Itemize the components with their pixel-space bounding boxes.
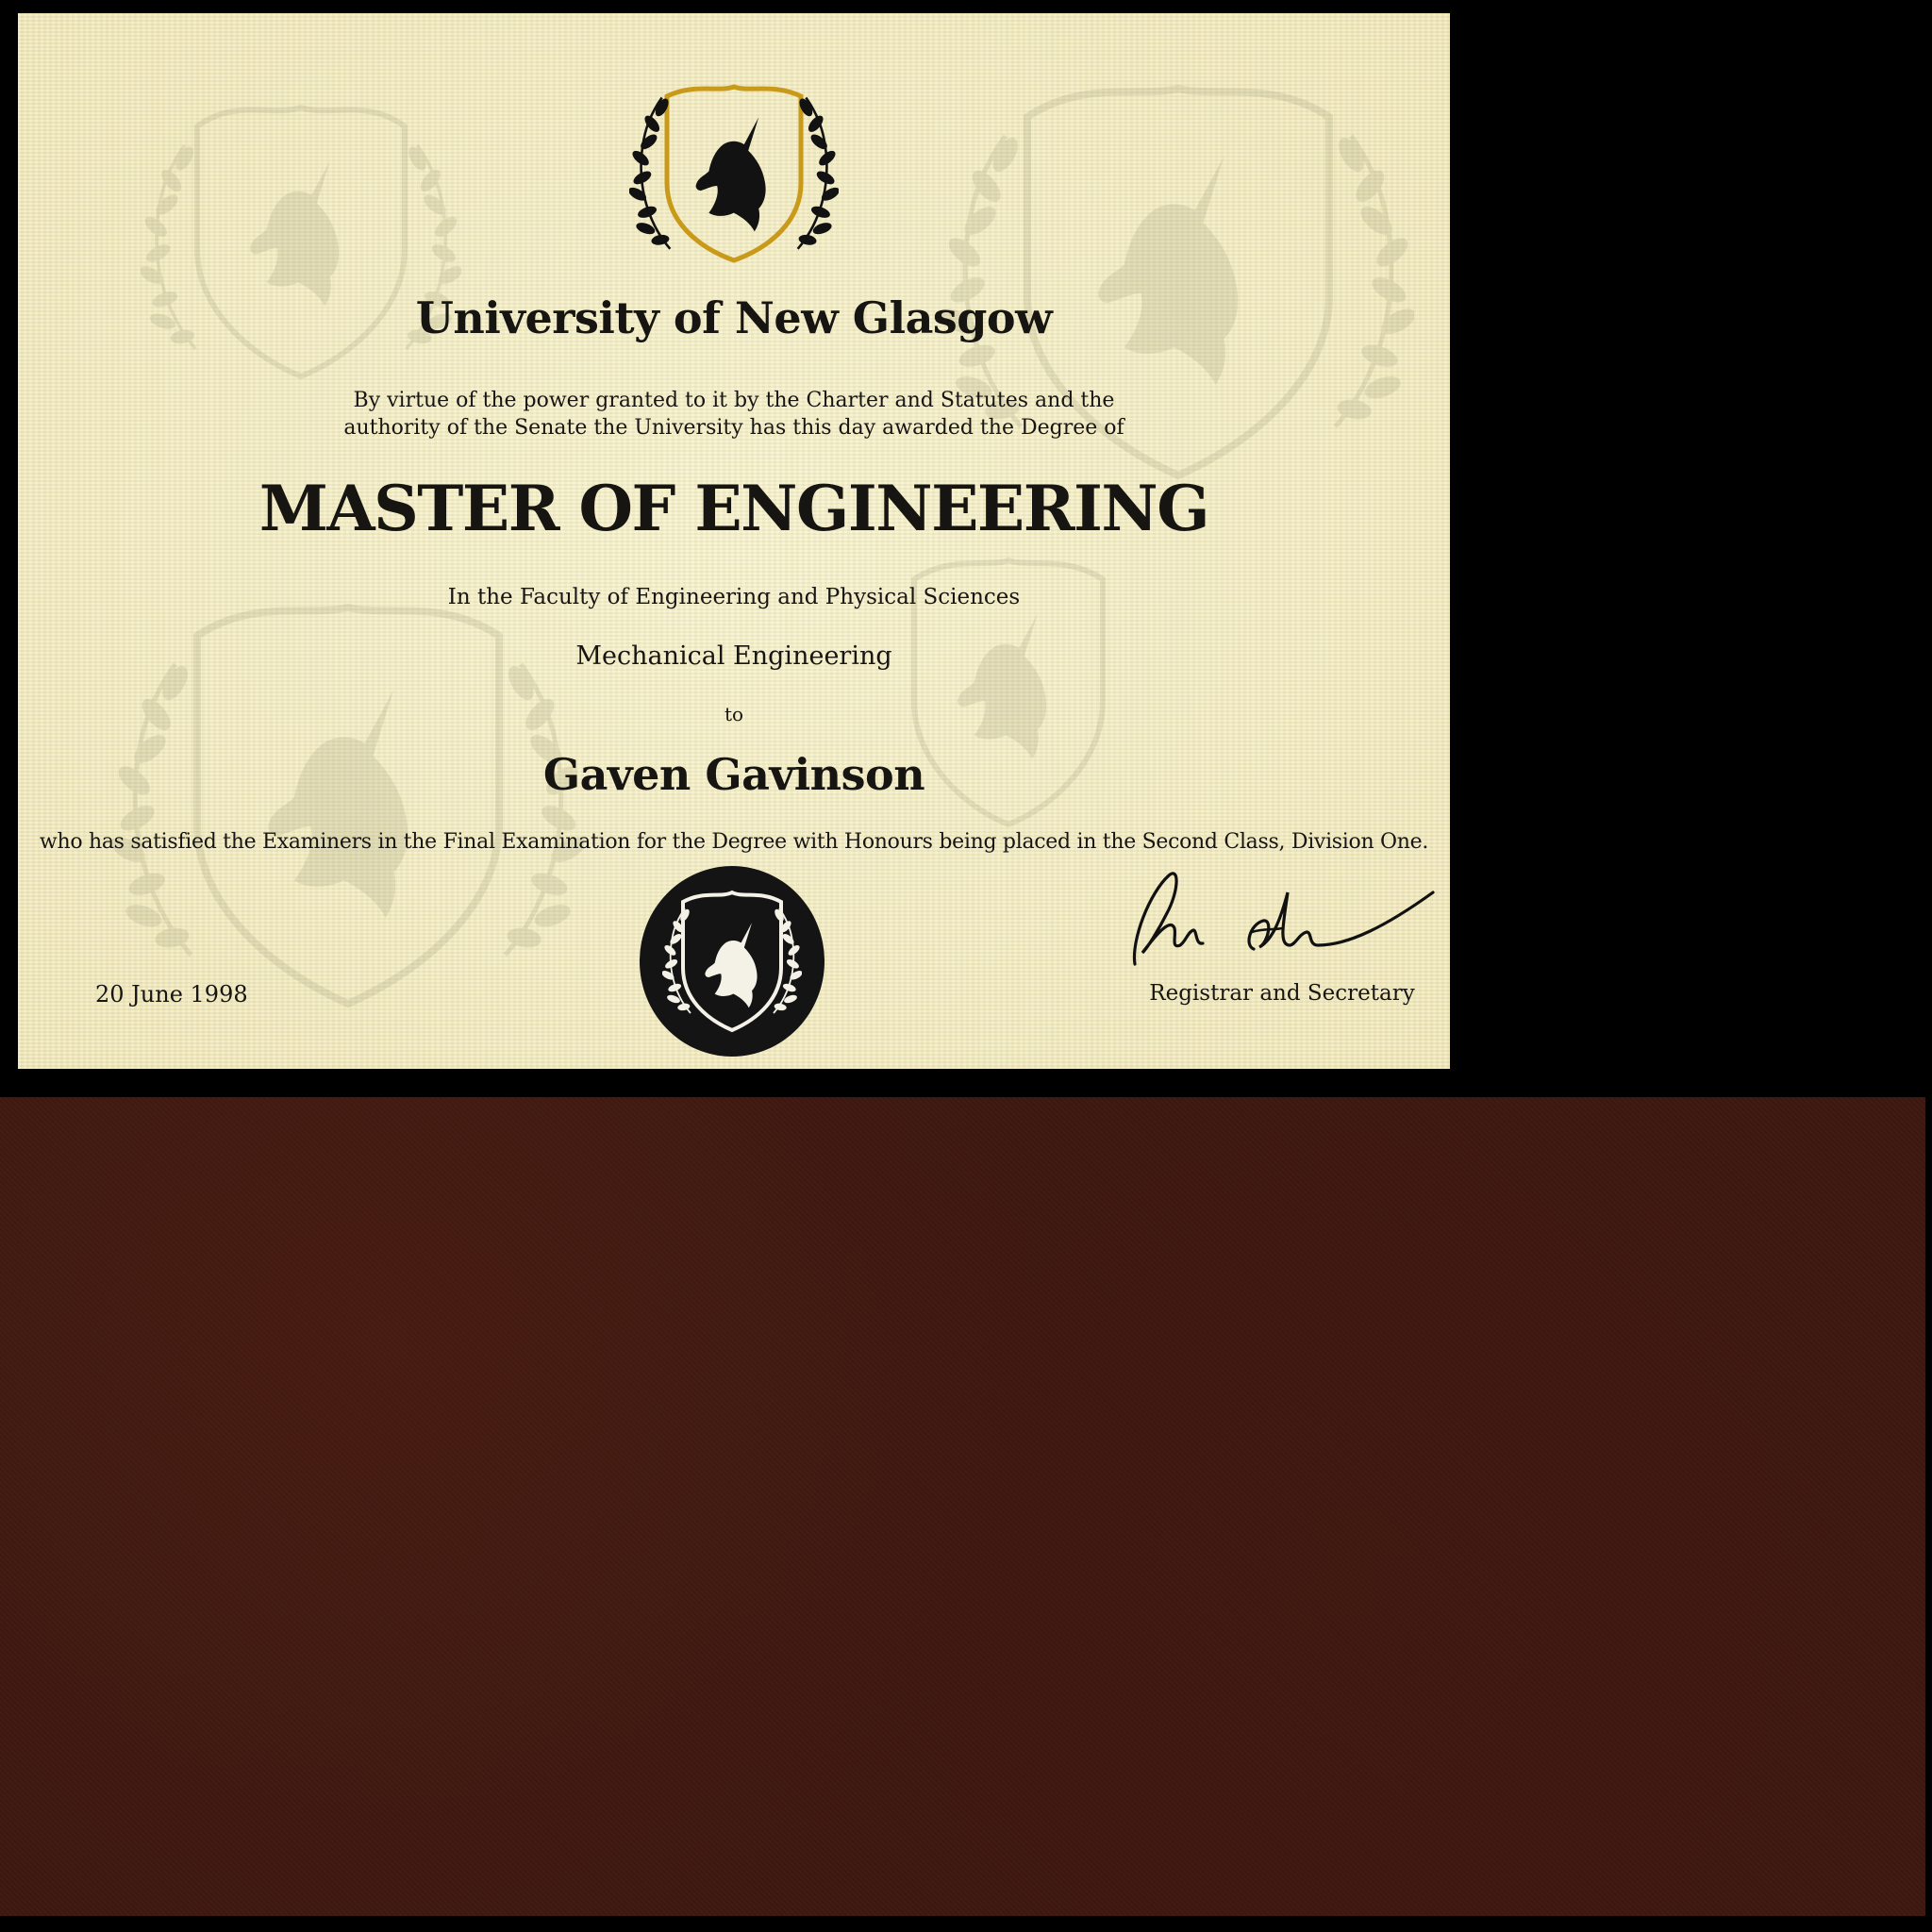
leather-backing (0, 1097, 1925, 1916)
recipient-name: Gaven Gavinson (542, 749, 925, 800)
faculty-line: In the Faculty of Engineering and Physical Sciences (447, 585, 1021, 609)
award-date: 20 June 1998 (95, 981, 248, 1008)
unicorn-shield-laurel-icon (629, 79, 839, 268)
degree-title: MASTER OF ENGINEERING (258, 472, 1209, 545)
citation-text: who has satisfied the Examiners in the Final Examination for the Degree with Honours being placed in the Second Class, Division One. (39, 830, 1429, 854)
to-word: to (724, 703, 744, 725)
unicorn-seal-icon (638, 864, 826, 1058)
preamble-line-1: By virtue of the power granted to it by the Charter and Statutes and the (353, 389, 1115, 412)
handwritten-signature (1122, 855, 1442, 977)
preamble-line-2: authority of the Senate the University has this day awarded the Degree of (343, 416, 1124, 440)
degree-certificate (18, 13, 1450, 1069)
signatory-title: Registrar and Secretary (1149, 981, 1415, 1006)
unicorn-crest-watermark-icon (122, 89, 480, 391)
discipline-line: Mechanical Engineering (575, 641, 892, 671)
institution-name: University of New Glasgow (415, 292, 1053, 343)
